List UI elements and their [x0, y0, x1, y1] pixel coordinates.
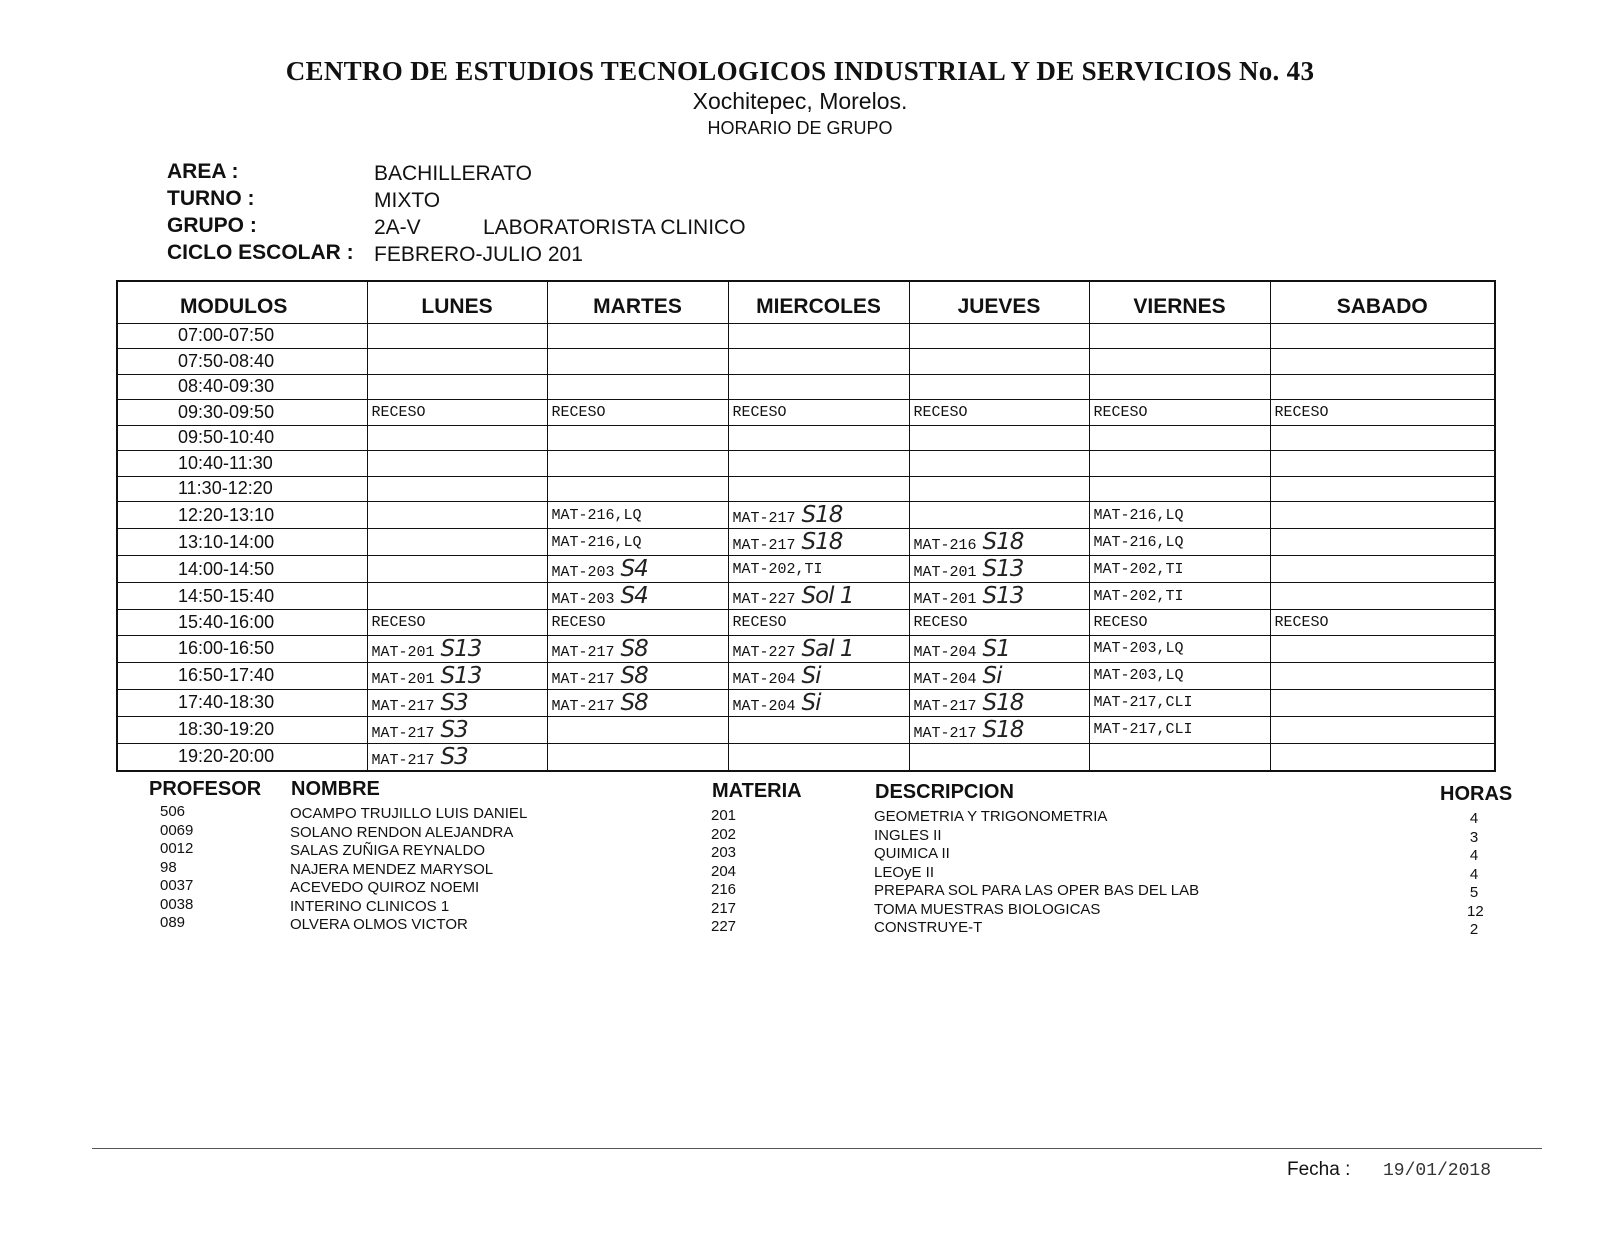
handwritten-room-note: S1	[982, 635, 1010, 662]
schedule-row	[117, 556, 1495, 583]
schedule-cell	[728, 583, 909, 610]
schedule-cell	[1089, 374, 1270, 400]
cell-subject: MAT-203	[551, 591, 615, 608]
cell-subject: RECESO	[1093, 613, 1148, 631]
schedule-cell	[728, 743, 909, 771]
legend-descripcion-entry: LEOyE II	[874, 863, 935, 881]
handwritten-room-note: S4	[620, 583, 648, 609]
schedule-cell	[728, 635, 909, 662]
time-slot: 16:00-16:50	[117, 635, 367, 662]
schedule-cell	[1089, 743, 1270, 771]
schedule-cell	[367, 556, 547, 583]
schedule-cell	[547, 374, 728, 400]
schedule-row	[117, 476, 1495, 502]
schedule-cell	[1270, 583, 1495, 610]
schedule-cell	[1270, 716, 1495, 743]
cell-subject: MAT-217	[551, 670, 615, 688]
cell-subject: MAT-217	[371, 751, 435, 769]
schedule-cell	[728, 400, 909, 426]
ciclo-label: CICLO ESCOLAR :	[167, 241, 354, 264]
column-header-viernes: VIERNES	[1089, 281, 1270, 323]
cell-subject: RECESO	[1274, 403, 1329, 421]
schedule-cell	[909, 610, 1089, 636]
time-slot: 15:40-16:00	[117, 610, 367, 636]
legend-horas-column	[1467, 810, 1484, 940]
schedule-cell	[1270, 529, 1495, 556]
schedule-row	[117, 743, 1495, 771]
schedule-row	[117, 502, 1495, 529]
handwritten-room-note: S18	[801, 502, 843, 528]
legend-descripcion-entry: GEOMETRIA Y TRIGONOMETRIA	[874, 808, 1108, 825]
cell-subject: MAT-216	[913, 537, 977, 554]
schedule-cell	[547, 689, 728, 716]
schedule-cell	[1270, 610, 1495, 636]
schedule-cell	[367, 689, 547, 716]
schedule-cell	[1270, 662, 1495, 689]
schedule-cell	[367, 529, 547, 556]
cell-subject: MAT-217	[732, 510, 796, 527]
schedule-row	[117, 323, 1495, 349]
schedule-cell	[1270, 502, 1495, 529]
schedule-row	[117, 425, 1495, 451]
column-header-lunes: LUNES	[367, 281, 547, 323]
legend-materia-entry: 204	[711, 862, 737, 880]
legend-horas-entry: 4	[1469, 865, 1479, 883]
schedule-row	[117, 610, 1495, 636]
cell-subject: RECESO	[371, 403, 426, 421]
grupo-value: 2A-V	[374, 216, 421, 239]
schedule-cell	[1089, 476, 1270, 502]
legend-profesor-entry: 0038	[160, 895, 194, 913]
schedule-cell	[547, 556, 728, 583]
fecha-label: Fecha :	[1287, 1159, 1351, 1180]
legend-profesor-column	[160, 803, 193, 933]
column-header-miercoles: MIERCOLES	[728, 281, 909, 323]
cell-subject: MAT-201	[913, 564, 977, 581]
grupo-label: GRUPO :	[167, 214, 257, 237]
cell-subject: MAT-216,LQ	[551, 506, 642, 524]
schedule-cell	[547, 529, 728, 556]
time-slot: 11:30-12:20	[117, 476, 367, 502]
turno-label: TURNO :	[167, 187, 255, 210]
time-slot: 14:00-14:50	[117, 556, 367, 583]
cell-subject: MAT-202,TI	[1093, 560, 1184, 578]
cell-subject: MAT-217,CLI	[1093, 694, 1193, 711]
handwritten-room-note: S8	[620, 635, 648, 662]
cell-subject: MAT-217	[551, 643, 615, 661]
document-subtitle: HORARIO DE GRUPO	[707, 118, 893, 138]
handwritten-room-note: S3	[440, 689, 468, 716]
schedule-row	[117, 374, 1495, 400]
footer-divider	[92, 1148, 1542, 1149]
legend-profesor-entry: 98	[160, 858, 177, 876]
time-slot: 12:20-13:10	[117, 502, 367, 529]
schedule-cell	[1089, 662, 1270, 689]
schedule-cell	[909, 349, 1089, 375]
legend-horas-entry: 5	[1469, 884, 1479, 901]
handwritten-room-note: Si	[982, 662, 1002, 689]
cell-subject: RECESO	[732, 613, 787, 631]
schedule-cell	[1270, 374, 1495, 400]
schedule-cell	[909, 743, 1089, 771]
schedule-cell	[547, 349, 728, 375]
handwritten-room-note: S18	[982, 529, 1024, 555]
schedule-cell	[909, 662, 1089, 689]
cell-subject: MAT-217	[913, 724, 977, 742]
schedule-cell	[909, 529, 1089, 556]
cell-subject: MAT-201	[371, 643, 435, 661]
schedule-row	[117, 349, 1495, 375]
legend-descripcion-entry: INGLES II	[874, 826, 942, 844]
schedule-cell	[728, 716, 909, 743]
cell-subject: MAT-227	[732, 643, 796, 661]
schedule-cell	[1089, 716, 1270, 743]
schedule-cell	[728, 323, 909, 349]
schedule-cell	[728, 349, 909, 375]
schedule-cell	[367, 662, 547, 689]
cell-subject: MAT-217,CLI	[1093, 721, 1193, 738]
schedule-cell	[1089, 400, 1270, 426]
column-header-sabado: SABADO	[1270, 281, 1495, 323]
cell-subject: RECESO	[913, 613, 968, 631]
handwritten-room-note: S13	[440, 662, 482, 689]
cell-subject: MAT-216,LQ	[1093, 506, 1184, 524]
schedule-cell	[728, 451, 909, 477]
school-location: Xochitepec, Morelos.	[692, 88, 908, 114]
schedule-cell	[909, 451, 1089, 477]
cell-subject: MAT-203,LQ	[1093, 640, 1184, 657]
schedule-cell	[1270, 476, 1495, 502]
schedule-cell	[547, 716, 728, 743]
schedule-cell	[728, 556, 909, 583]
legend-materia-column	[711, 807, 736, 937]
column-header-martes: MARTES	[547, 281, 728, 323]
time-slot: 07:00-07:50	[117, 323, 367, 349]
schedule-cell	[728, 476, 909, 502]
schedule-cell	[367, 349, 547, 375]
cell-subject: MAT-216,LQ	[1093, 533, 1184, 551]
schedule-cell	[909, 374, 1089, 400]
legend-materia-entry: 217	[711, 899, 737, 917]
legend-profesor-entry: 0069	[160, 821, 194, 839]
time-slot: 09:50-10:40	[117, 425, 367, 451]
schedule-cell	[1270, 556, 1495, 583]
schedule-cell	[909, 716, 1089, 743]
schedule-cell	[367, 583, 547, 610]
schedule-cell	[728, 374, 909, 400]
schedule-cell	[728, 529, 909, 556]
cell-subject: MAT-216,LQ	[551, 533, 642, 551]
legend-header-profesor: PROFESOR	[149, 778, 262, 800]
schedule-cell	[547, 400, 728, 426]
schedule-cell	[367, 374, 547, 400]
legend-descripcion-entry: PREPARA SOL PARA LAS OPER BAS DEL LAB	[874, 882, 1200, 899]
cell-subject: MAT-201	[913, 591, 977, 608]
schedule-cell	[728, 425, 909, 451]
legend-header-nombre: NOMBRE	[291, 778, 380, 800]
schedule-table	[116, 280, 1496, 772]
schedule-cell	[1270, 425, 1495, 451]
schedule-cell	[909, 689, 1089, 716]
legend-nombre-entry: INTERINO CLINICOS 1	[290, 897, 450, 915]
cell-subject: RECESO	[371, 613, 426, 631]
legend-nombre-entry: SOLANO RENDON ALEJANDRA	[290, 823, 514, 841]
schedule-cell	[1270, 400, 1495, 426]
handwritten-room-note: S4	[620, 556, 648, 582]
column-header-modulos: MODULOS	[117, 281, 367, 323]
schedule-cell	[367, 323, 547, 349]
cell-subject: MAT-204	[913, 670, 977, 688]
schedule-cell	[909, 476, 1089, 502]
schedule-cell	[909, 425, 1089, 451]
schedule-cell	[547, 610, 728, 636]
legend-horas-entry: 12	[1467, 902, 1484, 920]
schedule-cell	[1270, 349, 1495, 375]
schedule-cell	[367, 610, 547, 636]
time-slot: 17:40-18:30	[117, 689, 367, 716]
schedule-cell	[728, 502, 909, 529]
schedule-cell	[1270, 689, 1495, 716]
legend-profesor-entry: 089	[160, 914, 186, 931]
legend-materia-entry: 201	[711, 807, 737, 824]
column-header-jueves: JUEVES	[909, 281, 1089, 323]
schedule-cell	[909, 583, 1089, 610]
schedule-cell	[547, 743, 728, 771]
schedule-cell	[547, 323, 728, 349]
schedule-cell	[367, 476, 547, 502]
schedule-cell	[909, 556, 1089, 583]
schedule-cell	[367, 451, 547, 477]
handwritten-room-note: S8	[620, 662, 648, 689]
schedule-cell	[1089, 689, 1270, 716]
legend-materia-entry: 227	[711, 918, 737, 935]
legend-profesor-entry: 506	[160, 803, 186, 820]
time-slot: 07:50-08:40	[117, 349, 367, 375]
handwritten-room-note: Sol 1	[801, 583, 854, 609]
schedule-cell	[367, 425, 547, 451]
schedule-cell	[1089, 635, 1270, 662]
schedule-cell	[1089, 556, 1270, 583]
cell-subject: MAT-201	[371, 670, 435, 688]
schedule-cell	[909, 400, 1089, 426]
schedule-cell	[547, 583, 728, 610]
schedule-row	[117, 716, 1495, 743]
area-value: BACHILLERATO	[374, 162, 532, 185]
schedule-cell	[1089, 610, 1270, 636]
legend-horas-entry: 4	[1469, 810, 1479, 827]
time-slot: 19:20-20:00	[117, 743, 367, 771]
schedule-cell	[547, 635, 728, 662]
schedule-cell	[1089, 583, 1270, 610]
time-slot: 09:30-09:50	[117, 400, 367, 426]
schedule-cell	[728, 689, 909, 716]
area-label: AREA :	[167, 160, 239, 183]
cell-subject: MAT-217	[732, 537, 796, 554]
cell-subject: MAT-217	[913, 697, 977, 715]
handwritten-room-note: Si	[801, 662, 821, 689]
schedule-cell	[728, 662, 909, 689]
time-slot: 16:50-17:40	[117, 662, 367, 689]
legend-header-horas: HORAS	[1440, 783, 1513, 805]
schedule-row	[117, 689, 1495, 716]
handwritten-room-note: S13	[982, 583, 1024, 609]
cell-subject: RECESO	[1274, 613, 1329, 631]
schedule-cell	[909, 502, 1089, 529]
schedule-row	[117, 662, 1495, 689]
cell-subject: MAT-227	[732, 591, 796, 608]
time-slot: 14:50-15:40	[117, 583, 367, 610]
schedule-body	[117, 323, 1495, 771]
cell-subject: MAT-204	[732, 697, 796, 715]
cell-subject: MAT-203,LQ	[1093, 667, 1184, 684]
schedule-row	[117, 635, 1495, 662]
cell-subject: MAT-202,TI	[1093, 587, 1184, 605]
legend-nombre-entry: OCAMPO TRUJILLO LUIS DANIEL	[290, 805, 528, 822]
schedule-cell	[1089, 451, 1270, 477]
handwritten-room-note: Sal 1	[801, 635, 854, 662]
cell-subject: MAT-217	[371, 697, 435, 715]
legend-descripcion-column	[874, 808, 1199, 938]
schedule-row	[117, 529, 1495, 556]
time-slot: 18:30-19:20	[117, 716, 367, 743]
schedule-cell	[728, 610, 909, 636]
schedule-cell	[547, 662, 728, 689]
handwritten-room-note: S18	[982, 689, 1024, 716]
legend-nombre-entry: NAJERA MENDEZ MARYSOL	[290, 860, 494, 878]
fecha-value: 19/01/2018	[1383, 1161, 1492, 1181]
schedule-row	[117, 400, 1495, 426]
schedule-cell	[1089, 502, 1270, 529]
handwritten-room-note: S13	[982, 556, 1024, 582]
legend-profesor-entry: 0012	[160, 840, 194, 857]
legend-header-materia: MATERIA	[712, 780, 802, 802]
schedule-cell	[909, 635, 1089, 662]
legend-descripcion-entry: CONSTRUYE-T	[874, 919, 983, 936]
cell-subject: MAT-202,TI	[732, 560, 823, 578]
schedule-cell	[909, 323, 1089, 349]
legend-nombre-entry: OLVERA OLMOS VICTOR	[290, 916, 468, 933]
cell-subject: MAT-204	[913, 643, 977, 661]
legend-materia-entry: 202	[711, 825, 737, 843]
schedule-cell	[547, 451, 728, 477]
schedule-cell	[547, 476, 728, 502]
schedule-cell	[1270, 635, 1495, 662]
handwritten-room-note: S8	[620, 689, 648, 716]
legend-nombre-entry: SALAS ZUÑIGA REYNALDO	[290, 842, 486, 859]
cell-subject: RECESO	[732, 403, 787, 421]
cell-subject: MAT-204	[732, 670, 796, 688]
schedule-header-row	[117, 281, 1495, 323]
schedule-row	[117, 451, 1495, 477]
schedule-cell	[1089, 425, 1270, 451]
cell-subject: MAT-217	[371, 724, 435, 742]
cell-subject: MAT-217	[551, 697, 615, 715]
schedule-cell	[547, 425, 728, 451]
schedule-cell	[1089, 323, 1270, 349]
handwritten-room-note: Si	[801, 689, 821, 716]
legend-horas-entry: 4	[1469, 847, 1479, 864]
schedule-cell	[367, 743, 547, 771]
schedule-cell	[1089, 349, 1270, 375]
time-slot: 08:40-09:30	[117, 374, 367, 400]
handwritten-room-note: S18	[982, 716, 1024, 743]
legend-horas-entry: 2	[1469, 921, 1479, 938]
legend-materia-entry: 203	[711, 844, 737, 861]
turno-value: MIXTO	[374, 189, 441, 212]
legend-nombre-entry: ACEVEDO QUIROZ NOEMI	[290, 879, 480, 896]
cell-subject: RECESO	[913, 403, 968, 421]
grupo-specialty: LABORATORISTA CLINICO	[483, 216, 746, 239]
legend-nombre-column	[290, 805, 527, 935]
handwritten-room-note: S13	[440, 635, 482, 662]
school-title: CENTRO DE ESTUDIOS TECNOLOGICOS INDUSTRIAL Y DE SERVICIOS No. 43	[285, 56, 1315, 86]
legend-horas-entry: 3	[1469, 828, 1479, 846]
legend-descripcion-entry: QUIMICA II	[874, 845, 950, 862]
schedule-cell	[367, 502, 547, 529]
legend-descripcion-entry: TOMA MUESTRAS BIOLOGICAS	[874, 900, 1101, 918]
cell-subject: RECESO	[551, 403, 606, 421]
schedule-row	[117, 583, 1495, 610]
legend-materia-entry: 216	[711, 881, 737, 898]
cell-subject: RECESO	[551, 613, 606, 631]
time-slot: 13:10-14:00	[117, 529, 367, 556]
handwritten-room-note: S3	[440, 716, 468, 743]
handwritten-room-note: S3	[440, 743, 468, 770]
ciclo-value: FEBRERO-JULIO 201	[374, 243, 583, 266]
legend-profesor-entry: 0037	[160, 877, 194, 894]
schedule-cell	[367, 635, 547, 662]
schedule-cell	[1270, 451, 1495, 477]
schedule-cell	[367, 400, 547, 426]
handwritten-room-note: S18	[801, 529, 843, 555]
cell-subject: MAT-203	[551, 564, 615, 581]
schedule-cell	[367, 716, 547, 743]
time-slot: 10:40-11:30	[117, 451, 367, 477]
cell-subject: RECESO	[1093, 403, 1148, 421]
legend-header-descripcion: DESCRIPCION	[875, 781, 1014, 803]
schedule-cell	[1270, 743, 1495, 771]
schedule-cell	[547, 502, 728, 529]
schedule-cell	[1089, 529, 1270, 556]
schedule-cell	[1270, 323, 1495, 349]
